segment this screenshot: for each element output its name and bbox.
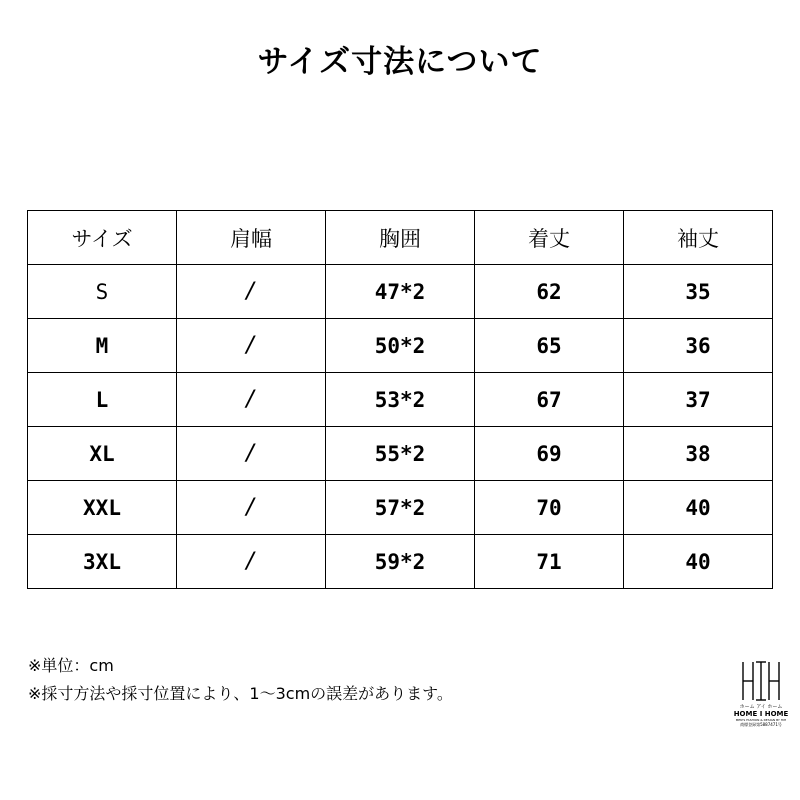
sleeve-cell: 36 <box>624 319 773 373</box>
sleeve-cell: 40 <box>624 535 773 589</box>
chest-cell: 50*2 <box>326 319 475 373</box>
chest-cell: 59*2 <box>326 535 475 589</box>
chest-cell: 55*2 <box>326 427 475 481</box>
sleeve-cell: 38 <box>624 427 773 481</box>
header-length: 着丈 <box>475 211 624 265</box>
size-cell: L <box>28 373 177 427</box>
table-row <box>28 427 773 481</box>
size-table <box>27 210 773 589</box>
length-cell: 67 <box>475 373 624 427</box>
logo-name: HOME I HOME <box>733 710 789 718</box>
size-cell: M <box>28 319 177 373</box>
shoulder-cell: / <box>177 265 326 319</box>
chest-cell: 53*2 <box>326 373 475 427</box>
logo-tagline: MEN'S FASHION & DESIGN BY HIH <box>735 718 787 722</box>
length-cell: 70 <box>475 481 624 535</box>
size-cell: XL <box>28 427 177 481</box>
header-chest: 胸囲 <box>326 211 475 265</box>
shoulder-cell: / <box>177 535 326 589</box>
page-title: サイズ寸法について <box>257 44 543 80</box>
length-cell: 62 <box>475 265 624 319</box>
sleeve-cell: 35 <box>624 265 773 319</box>
shoulder-cell: / <box>177 319 326 373</box>
header-shoulder-width: 肩幅 <box>177 211 326 265</box>
shoulder-cell: / <box>177 481 326 535</box>
chest-cell: 47*2 <box>326 265 475 319</box>
header-size: サイズ <box>28 211 177 265</box>
size-cell: S <box>28 265 177 319</box>
brand-logo <box>731 660 791 727</box>
logo-kana: ホーム アイ ホーム <box>739 704 783 710</box>
sleeve-cell: 40 <box>624 481 773 535</box>
notes <box>28 652 453 708</box>
table-row <box>28 319 773 373</box>
table-row <box>28 481 773 535</box>
chest-cell: 57*2 <box>326 481 475 535</box>
size-cell: 3XL <box>28 535 177 589</box>
unit-note: ※単位：cm <box>28 656 114 675</box>
disclaimer-note: ※採寸方法や採寸位置により、1～3cmの誤差があります。 <box>28 684 453 703</box>
sleeve-cell: 37 <box>624 373 773 427</box>
length-cell: 69 <box>475 427 624 481</box>
hih-logo-icon <box>740 660 782 702</box>
table-row <box>28 373 773 427</box>
length-cell: 65 <box>475 319 624 373</box>
shoulder-cell: / <box>177 427 326 481</box>
table-row <box>28 535 773 589</box>
logo-registration: 商標登録第5887471号 <box>740 722 782 727</box>
table-header-row <box>28 211 773 265</box>
shoulder-cell: / <box>177 373 326 427</box>
table-row <box>28 265 773 319</box>
size-cell: XXL <box>28 481 177 535</box>
header-sleeve-length: 袖丈 <box>624 211 773 265</box>
length-cell: 71 <box>475 535 624 589</box>
